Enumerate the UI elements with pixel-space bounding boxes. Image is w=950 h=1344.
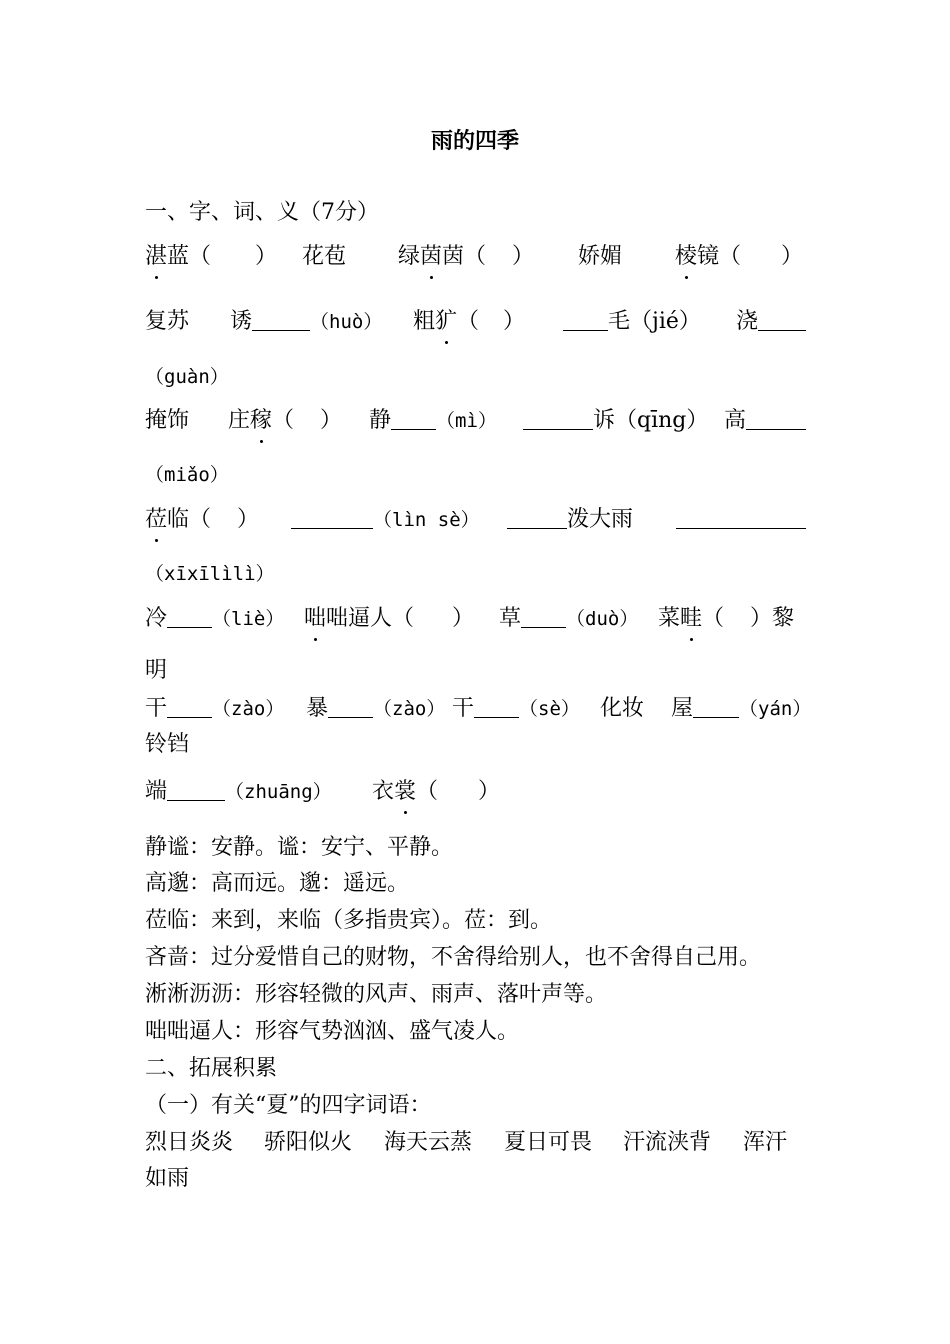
vocab-item: 娇媚 bbox=[578, 244, 623, 269]
answer-blank[interactable] bbox=[676, 506, 806, 529]
vocab-item: 冷 （liè） bbox=[145, 606, 285, 631]
vocab-item: 高 bbox=[724, 406, 806, 436]
vocab-item: 毛（jié） bbox=[563, 307, 701, 337]
emphasis-char: 裳 bbox=[394, 777, 416, 807]
answer-blank[interactable] bbox=[746, 407, 806, 430]
emphasis-char: 犷 bbox=[435, 307, 457, 337]
word-item: 骄阳似火 bbox=[264, 1130, 353, 1155]
vocab-item: 湛蓝（ ） bbox=[145, 242, 277, 272]
emphasis-char: 湛 bbox=[145, 242, 167, 272]
emphasis-char: 棱 bbox=[675, 242, 697, 272]
vocab-item: 浇 bbox=[736, 307, 806, 337]
answer-blank[interactable] bbox=[252, 308, 310, 331]
vocab-item bbox=[676, 505, 806, 535]
answer-blank[interactable] bbox=[167, 778, 225, 801]
vocab-item: 粗犷（ ） bbox=[413, 307, 525, 337]
vocab-item: （lìn sè） bbox=[291, 505, 480, 535]
answer-blank[interactable] bbox=[693, 695, 739, 718]
vocab-item: 掩饰 bbox=[145, 408, 190, 433]
word-item: 海天云蒸 bbox=[384, 1130, 473, 1155]
word-item: 汗流浃背 bbox=[623, 1130, 712, 1155]
answer-blank[interactable] bbox=[391, 407, 436, 430]
word-item: 浑汗 bbox=[743, 1130, 788, 1155]
definition-line: 莅临：来到，来临（多指贵宾）。莅：到。 bbox=[145, 908, 553, 933]
vocab-item: 诉（qīng） bbox=[523, 406, 708, 436]
vocab-item: 咄咄逼人（ ） bbox=[304, 604, 474, 634]
emphasis-char: 茵 bbox=[420, 242, 442, 272]
vocab-item: 屋 （yán） bbox=[671, 696, 812, 721]
definition-line: 吝啬：过分爱惜自己的财物，不舍得给别人，也不舍得自己用。 bbox=[145, 945, 762, 970]
answer-blank[interactable] bbox=[507, 506, 567, 529]
vocab-row-4-cont: （xīxīlìlì） bbox=[145, 563, 275, 585]
answer-blank[interactable] bbox=[328, 695, 373, 718]
vocab-item: 静 （mì） bbox=[369, 408, 497, 433]
vocab-item: 干 （sè） bbox=[452, 696, 580, 721]
section-heading-1: 一、字、词、义（7分） bbox=[145, 200, 379, 225]
answer-blank[interactable] bbox=[521, 605, 566, 628]
vocab-item: 化妆 bbox=[600, 696, 645, 721]
emphasis-char: 畦 bbox=[680, 604, 702, 634]
section-heading-2: 二、拓展积累 bbox=[145, 1056, 278, 1081]
word-item: 烈日炎炎 bbox=[145, 1130, 234, 1155]
vocab-item: 菜畦（ ）黎 bbox=[658, 604, 794, 634]
answer-blank[interactable] bbox=[167, 695, 212, 718]
vocab-item: 草 （duò） bbox=[499, 606, 639, 631]
word-item: 夏日可畏 bbox=[504, 1130, 593, 1155]
vocab-row-5-cont: 明 bbox=[145, 658, 168, 683]
vocab-item: 衣裳（ ） bbox=[372, 777, 500, 807]
definition-line: 咄咄逼人：形容气势汹汹、盛气凌人。 bbox=[145, 1019, 520, 1044]
vocab-row-3-cont: （miǎo） bbox=[145, 464, 229, 486]
subsection-heading: （一）有关“夏”的四字词语： bbox=[145, 1093, 432, 1118]
vocab-item: 诱 （huò） bbox=[230, 309, 383, 334]
answer-blank[interactable] bbox=[563, 308, 608, 331]
vocab-item: 泼大雨 bbox=[507, 505, 633, 535]
definition-line: 静谧：安静。谧：安宁、平静。 bbox=[145, 835, 454, 860]
emphasis-char: 莅 bbox=[145, 505, 167, 535]
emphasis-char: 稼 bbox=[250, 406, 272, 436]
answer-blank[interactable] bbox=[758, 308, 806, 331]
vocab-item: 干 （zào） bbox=[145, 696, 285, 721]
vocab-item: 莅临（ ） bbox=[145, 505, 259, 535]
vocab-row-6-cont: 铃铛 bbox=[145, 732, 190, 757]
vocab-item: 端 （zhuāng） bbox=[145, 779, 332, 804]
summer-words-cont: 如雨 bbox=[145, 1166, 190, 1191]
vocab-item: 复苏 bbox=[145, 309, 190, 334]
vocab-row-2-cont: （guàn） bbox=[145, 366, 229, 388]
emphasis-char: 咄 bbox=[304, 604, 326, 634]
vocab-item: 庄稼（ ） bbox=[228, 406, 342, 436]
definition-line: 高邈：高而远。邈：遥远。 bbox=[145, 871, 410, 896]
definition-line: 淅淅沥沥：形容轻微的风声、雨声、落叶声等。 bbox=[145, 982, 608, 1007]
vocab-item: 暴 （zào） bbox=[306, 696, 446, 721]
answer-blank[interactable] bbox=[523, 407, 593, 430]
vocab-item: 花苞 bbox=[302, 244, 347, 269]
answer-blank[interactable] bbox=[167, 605, 212, 628]
answer-blank[interactable] bbox=[474, 695, 519, 718]
page-title: 雨的四季 bbox=[430, 129, 519, 154]
vocab-item: 绿茵茵（ ） bbox=[398, 242, 534, 272]
vocab-item: 棱镜（ ） bbox=[675, 242, 803, 272]
answer-blank[interactable] bbox=[291, 506, 373, 529]
